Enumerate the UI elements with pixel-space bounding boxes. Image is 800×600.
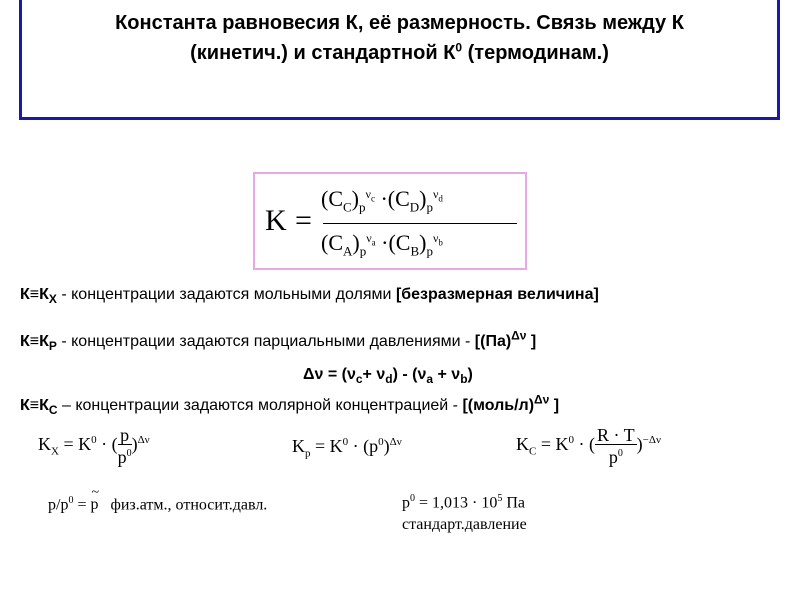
equilibrium-constant-formula xyxy=(253,172,527,270)
kp-units: [(Па) xyxy=(474,333,512,350)
delta-part-3: ) - (ν xyxy=(392,366,427,383)
formula-equals: = xyxy=(295,204,312,237)
footer-p0: $p^0 = 1,013 \cdot 10^5$ Па xyxy=(402,493,526,512)
slide-title xyxy=(42,8,757,68)
formula-k: K xyxy=(265,204,287,237)
kx-text: - концентрации задаются мольными долями xyxy=(56,286,396,303)
delta-sub-b: b xyxy=(460,372,468,387)
delta-part-4: + ν xyxy=(433,366,461,383)
kx-relation: $K_X = K^0$ · ( $\frac{p}{p^0}$ )$^{\Delta\nu}$ xyxy=(38,425,150,467)
footer-standard: стандарт.давление xyxy=(402,516,527,533)
formula-numerator: $(C_C)_p^{\nu_c} \cdot(C_D)_p^{\nu_d}$ xyxy=(321,186,443,215)
kc-text: – концентрации задаются молярной концентрацией - xyxy=(57,397,463,414)
kp-units-sup: Δν xyxy=(511,328,527,343)
delta-sub-a: a xyxy=(426,372,434,387)
kx-units: [безразмерная величина] xyxy=(395,286,599,303)
kx-prefix: К≡К xyxy=(20,286,49,303)
delta-part-1: Δν = (ν xyxy=(303,366,356,383)
kc-sub: C xyxy=(48,403,58,418)
kx-line xyxy=(20,286,599,307)
delta-nu-line xyxy=(303,366,473,387)
kp-units-end: ] xyxy=(526,333,537,350)
kp-line xyxy=(20,328,537,354)
kp-relation: $K_p = K^0 \cdot (p^0)^{\Delta\nu}$ xyxy=(292,436,402,460)
title-line-2 xyxy=(42,38,757,68)
kp-prefix: К≡К xyxy=(20,333,49,350)
title-superscript: 0 xyxy=(455,40,463,55)
title-line-2-end: (термодинам.) xyxy=(462,42,609,64)
delta-sub-c: c xyxy=(355,372,363,387)
kc-units: [(моль/л) xyxy=(462,397,535,414)
kc-prefix: К≡К xyxy=(20,397,49,414)
kp-text: - концентрации задаются парциальными давлениями - xyxy=(56,333,475,350)
title-line-2-text: (кинетич.) и стандартной К xyxy=(190,42,456,64)
title-box xyxy=(19,0,780,120)
kc-line xyxy=(20,392,560,418)
delta-end: ) xyxy=(467,366,473,383)
kc-units-sup: Δν xyxy=(534,392,550,407)
footer-units: физ.атм., относит.давл. xyxy=(110,496,268,514)
delta-sub-d: d xyxy=(385,372,393,387)
kc-relation: $K_C = K^0$ · ( $\frac{R \cdot T}{p^0}$ )$^{-\Delta\nu}$ xyxy=(516,425,661,467)
delta-part-2: + ν xyxy=(362,366,386,383)
formula-fraction-line xyxy=(323,223,517,224)
kp-sub: P xyxy=(48,339,57,354)
kx-sub: X xyxy=(48,292,57,307)
footer-ratio: $p/p^0$ = ~ p физ.атм., относит.давл. xyxy=(48,495,267,514)
kc-units-end: ] xyxy=(549,397,560,414)
title-line-1: Константа равновесия К, её размерность. Связь между К xyxy=(115,12,684,34)
formula-denominator: $(C_A)_p^{\nu_a} \cdot(C_B)_p^{\nu_b}$ xyxy=(321,230,443,259)
